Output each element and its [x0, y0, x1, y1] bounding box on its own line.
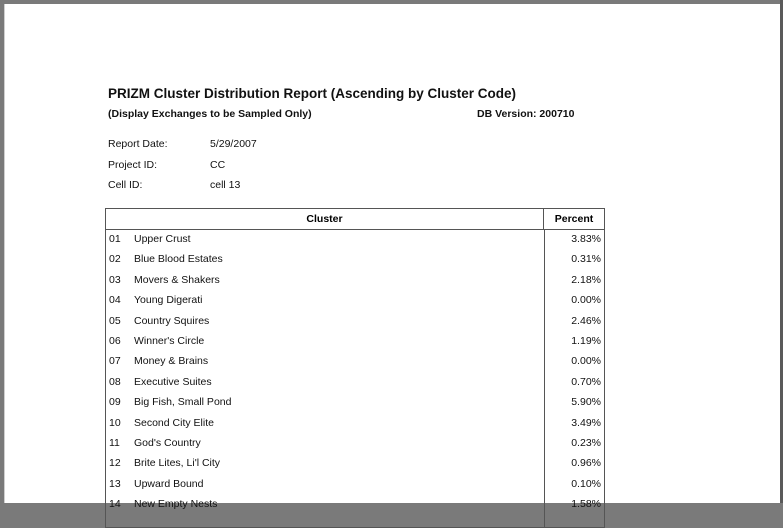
cluster-code: 07	[109, 355, 121, 368]
project-id-value: CC	[210, 159, 226, 171]
cluster-percent: 2.18%	[571, 273, 601, 286]
cluster-name: Brite Lites, Li'l City	[134, 457, 221, 470]
cluster-code: 02	[109, 253, 121, 266]
table-row	[106, 495, 604, 515]
report-page	[4, 4, 781, 511]
cluster-name: Upward Bound	[134, 477, 204, 490]
cluster-percent: 0.10%	[571, 477, 601, 490]
cluster-percent: 0.96%	[571, 457, 601, 470]
table-row	[106, 250, 604, 270]
cluster-percent: 0.31%	[571, 253, 601, 266]
table-row	[106, 291, 604, 311]
cluster-name: Executive Suites	[134, 375, 212, 388]
table-row	[106, 414, 604, 434]
table-row	[106, 352, 604, 372]
cluster-code: 09	[109, 396, 121, 409]
cluster-percent: 2.46%	[571, 314, 601, 327]
table-body	[106, 230, 604, 515]
cluster-code: 06	[109, 334, 121, 347]
cluster-percent: 3.49%	[571, 416, 601, 429]
cluster-percent: 5.90%	[571, 396, 601, 409]
table-row	[106, 475, 604, 495]
cluster-code: 03	[109, 273, 121, 286]
table-row	[106, 373, 604, 393]
cluster-code: 12	[109, 457, 121, 470]
report-date-value: 5/29/2007	[210, 138, 257, 150]
cluster-name: Country Squires	[134, 314, 210, 327]
report-title: PRIZM Cluster Distribution Report (Ascending by Cluster Code)	[108, 86, 517, 101]
cluster-name: God's Country	[134, 436, 201, 449]
cluster-name: New Empty Nests	[134, 498, 218, 511]
table-row	[106, 434, 604, 454]
cluster-percent: 1.58%	[571, 498, 601, 511]
cluster-code: 10	[109, 416, 121, 429]
report-date-label: Report Date:	[108, 138, 168, 150]
cluster-percent: 0.23%	[571, 436, 601, 449]
cluster-name: Winner's Circle	[134, 334, 205, 347]
cluster-code: 14	[109, 498, 121, 511]
cluster-code: 04	[109, 294, 121, 307]
cluster-name: Second City Elite	[134, 416, 214, 429]
percent-column-header: Percent	[554, 213, 594, 225]
cluster-table	[105, 208, 605, 528]
cluster-name: Big Fish, Small Pond	[134, 396, 232, 409]
cluster-percent: 0.70%	[571, 375, 601, 388]
cluster-code: 11	[109, 436, 120, 449]
cluster-code: 01	[109, 233, 121, 245]
cluster-percent: 0.00%	[571, 294, 601, 307]
table-row	[106, 312, 604, 332]
cluster-name: Upper Crust	[134, 233, 191, 245]
table-row	[106, 332, 604, 352]
cluster-name: Blue Blood Estates	[134, 253, 223, 266]
cluster-name: Young Digerati	[134, 294, 203, 307]
table-row	[106, 230, 604, 250]
cluster-percent: 3.83%	[571, 233, 601, 245]
cluster-code: 05	[109, 314, 121, 327]
table-row	[106, 454, 604, 474]
report-subtitle: (Display Exchanges to be Sampled Only)	[108, 108, 312, 120]
cell-id-value: cell 13	[210, 179, 241, 191]
db-version: DB Version: 200710	[477, 108, 575, 120]
cell-id-label: Cell ID:	[108, 179, 143, 191]
cluster-code: 08	[109, 375, 121, 388]
cluster-percent: 1.19%	[571, 334, 601, 347]
cluster-percent: 0.00%	[571, 355, 601, 368]
cluster-name: Money & Brains	[134, 355, 209, 368]
cluster-code: 13	[109, 477, 121, 490]
table-row	[106, 393, 604, 413]
table-header	[106, 209, 604, 230]
project-id-label: Project ID:	[108, 159, 158, 171]
table-row	[106, 271, 604, 291]
cluster-name: Movers & Shakers	[134, 273, 220, 286]
cluster-column-header: Cluster	[106, 209, 544, 229]
